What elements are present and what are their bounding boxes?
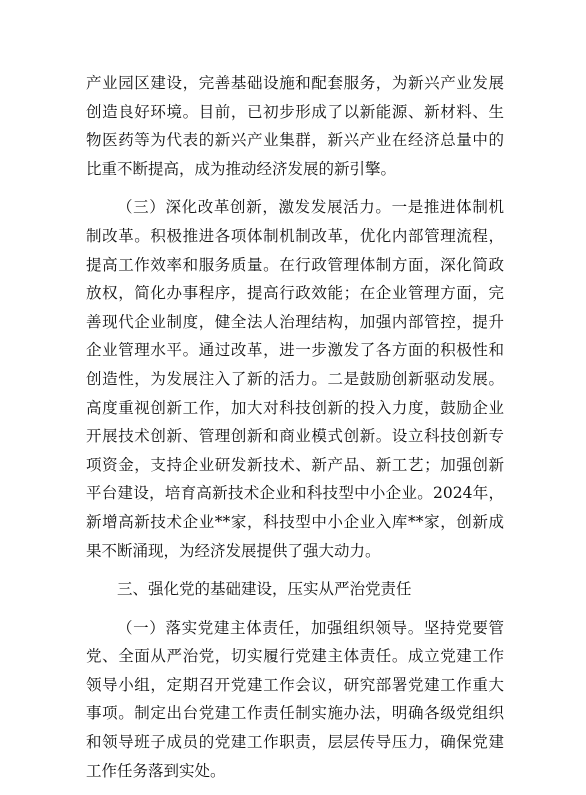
document-body	[86, 69, 504, 795]
section-heading-party-building: 三、强化党的基础建设，压实从严治党责任	[117, 580, 412, 599]
paragraph-party-responsibility: （一）落实党建主体责任，加强组织领导。坚持党要管党、全面从严治党，切实履行党建主体责任。成立党建工作领导小组，定期召开党建工作会议，研究部署党建工作重大事项。制定出台党建工作责任制实施办法，明确各级党组织和领导班子成员的党建工作职责，层层传导压力，确保党建工作任务落到实处。	[86, 618, 504, 780]
paragraph-reform-innovation: （三）深化改革创新，激发发展活力。一是推进体制机制改革。积极推进各项体制机制改革，优化内部管理流程，提高工作效率和服务质量。在行政管理体制方面，深化简政放权，简化办事程序，提高行政效能；在企业管理方面，完善现代企业制度，健全法人治理结构，加强内部管控，提升企业管理水平。通过改革，进一步激发了各方面的积极性和创造性，为发展注入了新的活力。二是鼓励创新驱动发展。高度重视创新工作，加大对科技创新的投入力度，鼓励企业开展技术创新、管理创新和商业模式创新。设立科技创新专项资金，支持企业研发新技术、新产品、新工艺；加强创新平台建设，培育高新技术企业和科技型中小企业。2024年，新增高新技术企业**家，科技型中小企业入库**家，创新成果不断涌现，为经济发展提供了强大动力。	[86, 198, 504, 560]
paragraph-industrial-park: 产业园区建设，完善基础设施和配套服务，为新兴产业发展创造良好环境。目前，已初步形成了以新能源、新材料、生物医药等为代表的新兴产业集群，新兴产业在经济总量中的比重不断提高，成为推动经济发展的新引擎。	[86, 74, 504, 178]
